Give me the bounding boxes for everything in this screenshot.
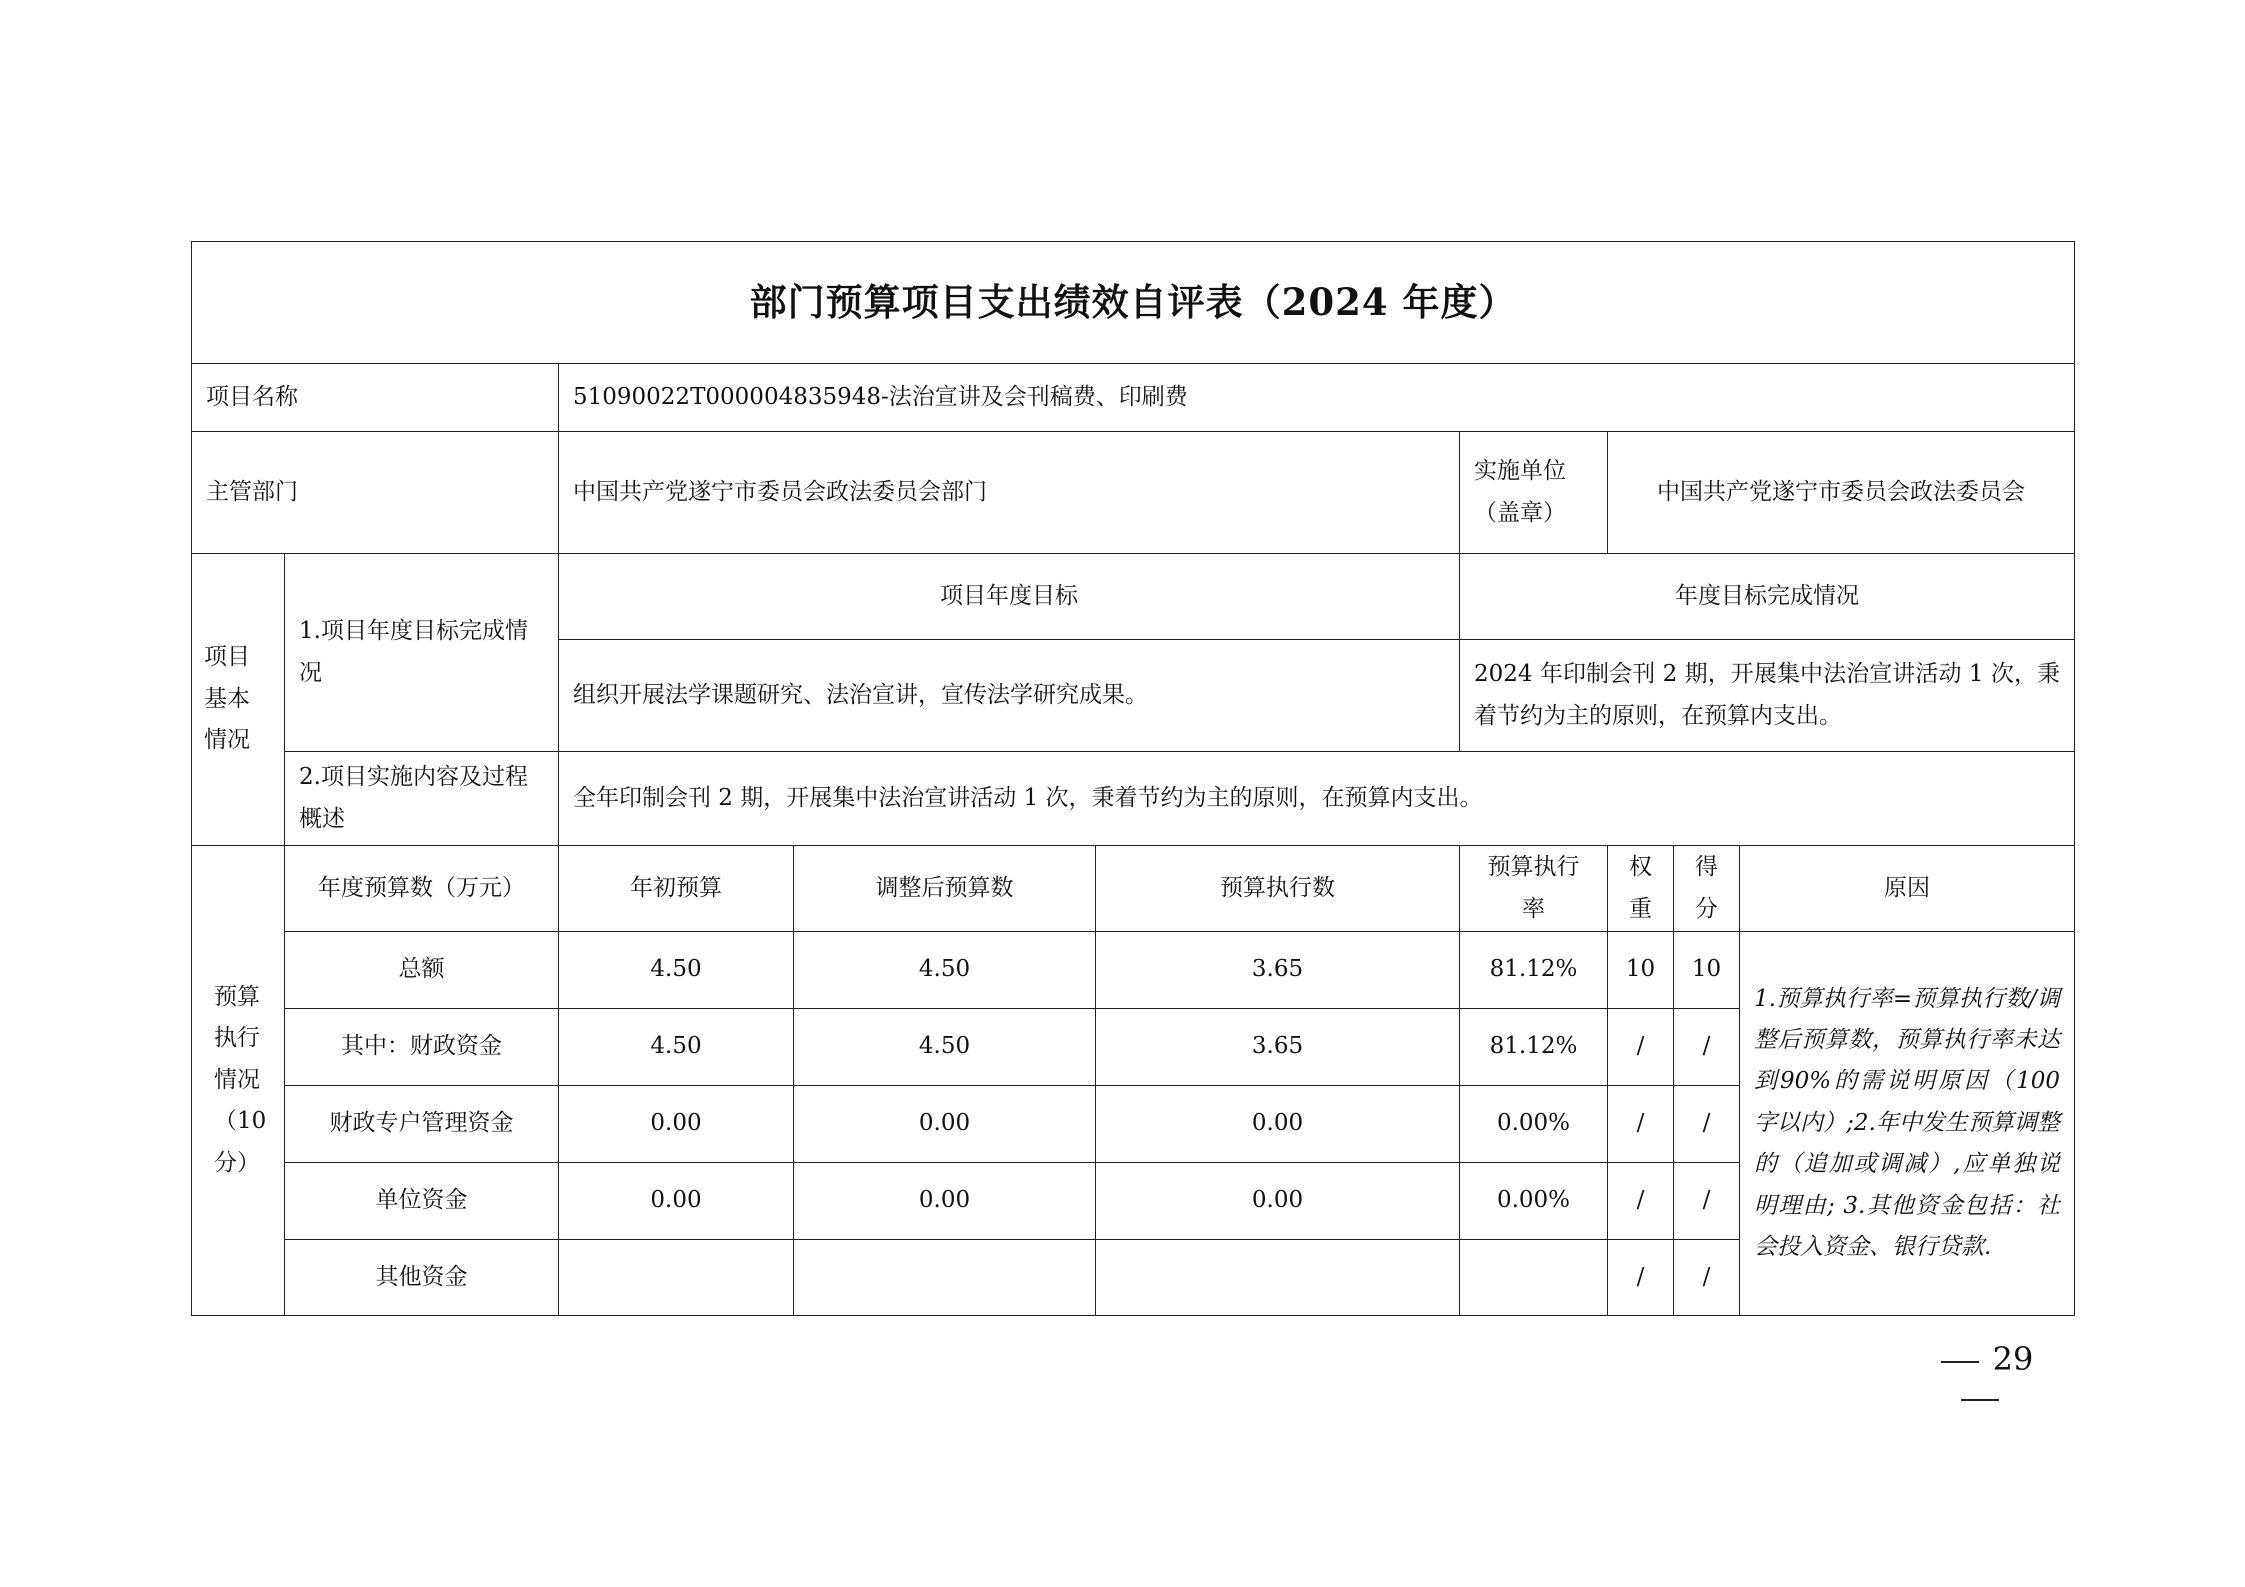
header-rate — [1460, 846, 1608, 932]
row-executed: 0.00 — [1096, 1086, 1460, 1163]
budget-group-label-line: 执行 — [214, 1025, 260, 1052]
budget-group-label-line: 分） — [214, 1149, 260, 1176]
row-initial: 4.50 — [559, 932, 794, 1009]
table-row — [192, 932, 2075, 1009]
row-rate: 0.00% — [1460, 1086, 1608, 1163]
row-item: 其中：财政资金 — [285, 1009, 559, 1086]
row-executed: 0.00 — [1096, 1163, 1460, 1240]
row-executed: 3.65 — [1096, 1009, 1460, 1086]
budget-group-label-line: （10 — [214, 1108, 267, 1135]
impl-unit-label-line2: （盖章） — [1474, 499, 1566, 526]
row-score: / — [1674, 1086, 1740, 1163]
row-initial: 0.00 — [559, 1086, 794, 1163]
header-initial: 年初预算 — [559, 846, 794, 932]
row-adjusted: 0.00 — [794, 1086, 1096, 1163]
completion-text: 2024 年印制会刊 2 期，开展集中法治宣讲活动 1 次，秉着节约为主的原则，在预算内支出。 — [1460, 640, 2075, 752]
header-adjusted: 调整后预算数 — [794, 846, 1096, 932]
row-score: / — [1674, 1240, 1740, 1316]
row-executed — [1096, 1240, 1460, 1316]
page-number — [1900, 1340, 2060, 1416]
row-initial: 0.00 — [559, 1163, 794, 1240]
row-executed: 3.65 — [1096, 932, 1460, 1009]
row-initial — [559, 1240, 794, 1316]
row-adjusted: 0.00 — [794, 1163, 1096, 1240]
page-number-right-dash — [1961, 1399, 1999, 1401]
row-item: 财政专户管理资金 — [285, 1086, 559, 1163]
budget-group-label-line: 预算 — [214, 984, 260, 1011]
row-rate: 0.00% — [1460, 1163, 1608, 1240]
row-rate — [1460, 1240, 1608, 1316]
content-label: 2.项目实施内容及过程概述 — [285, 752, 559, 846]
row-adjusted: 4.50 — [794, 1009, 1096, 1086]
row-initial: 4.50 — [559, 1009, 794, 1086]
header-score — [1674, 846, 1740, 932]
dept-label: 主管部门 — [192, 432, 559, 554]
completion-header: 年度目标完成情况 — [1460, 554, 2075, 640]
budget-group-label-line: 情况 — [214, 1066, 260, 1093]
row-weight: / — [1608, 1240, 1674, 1316]
project-name-value: 51090022T000004835948-法治宣讲及会刊稿费、印刷费 — [559, 364, 2075, 432]
project-name-label: 项目名称 — [192, 364, 559, 432]
row-rate: 81.12% — [1460, 932, 1608, 1009]
row-adjusted — [794, 1240, 1096, 1316]
header-score-line1: 得 — [1695, 854, 1718, 881]
page-number-left-dash — [1941, 1361, 1979, 1363]
impl-unit-label — [1460, 432, 1608, 554]
header-weight-line1: 权 — [1629, 854, 1652, 881]
table-title: 部门预算项目支出绩效自评表（2024 年度） — [192, 242, 2075, 364]
basic-group-label-line: 基本 — [204, 685, 250, 712]
row-item: 单位资金 — [285, 1163, 559, 1240]
page-number-value: 29 — [1992, 1340, 2034, 1378]
goal-header: 项目年度目标 — [559, 554, 1460, 640]
header-weight-line2: 重 — [1629, 895, 1652, 922]
row-adjusted: 4.50 — [794, 932, 1096, 1009]
header-score-line2: 分 — [1695, 895, 1718, 922]
row-score: / — [1674, 1009, 1740, 1086]
impl-unit-label-line1: 实施单位 — [1474, 458, 1566, 485]
row-weight: / — [1608, 1163, 1674, 1240]
header-weight — [1608, 846, 1674, 932]
dept-value: 中国共产党遂宁市委员会政法委员会部门 — [559, 432, 1460, 554]
goal-label: 1.项目年度目标完成情况 — [285, 554, 559, 752]
header-rate-line2: 率 — [1522, 895, 1545, 922]
content-text: 全年印制会刊 2 期，开展集中法治宣讲活动 1 次，秉着节约为主的原则，在预算内支出。 — [559, 752, 2075, 846]
basic-group-label-line: 情况 — [204, 727, 250, 754]
row-score: 10 — [1674, 932, 1740, 1009]
header-executed: 预算执行数 — [1096, 846, 1460, 932]
impl-unit-value: 中国共产党遂宁市委员会政法委员会 — [1608, 432, 2075, 554]
basic-group-label-line: 项目 — [204, 644, 250, 671]
performance-table — [191, 241, 2075, 1316]
basic-group-label — [192, 554, 285, 846]
row-item: 其他资金 — [285, 1240, 559, 1316]
header-item: 年度预算数（万元） — [285, 846, 559, 932]
row-weight: / — [1608, 1086, 1674, 1163]
header-reason: 原因 — [1740, 846, 2075, 932]
reason-note: 1.预算执行率=预算执行数/调整后预算数，预算执行率未达到90%的需说明原因（100 字以内）;2.年中发生预算调整的（追加或调减）,应单独说明理由; 3.其他资金包括：社会投入资金、银行贷款. — [1740, 932, 2075, 1316]
goal-text: 组织开展法学课题研究、法治宣讲，宣传法学研究成果。 — [559, 640, 1460, 752]
budget-group-label — [192, 846, 285, 1316]
row-score: / — [1674, 1163, 1740, 1240]
row-weight: 10 — [1608, 932, 1674, 1009]
header-rate-line1: 预算执行 — [1487, 854, 1580, 881]
row-weight: / — [1608, 1009, 1674, 1086]
row-rate: 81.12% — [1460, 1009, 1608, 1086]
row-item: 总额 — [285, 932, 559, 1009]
